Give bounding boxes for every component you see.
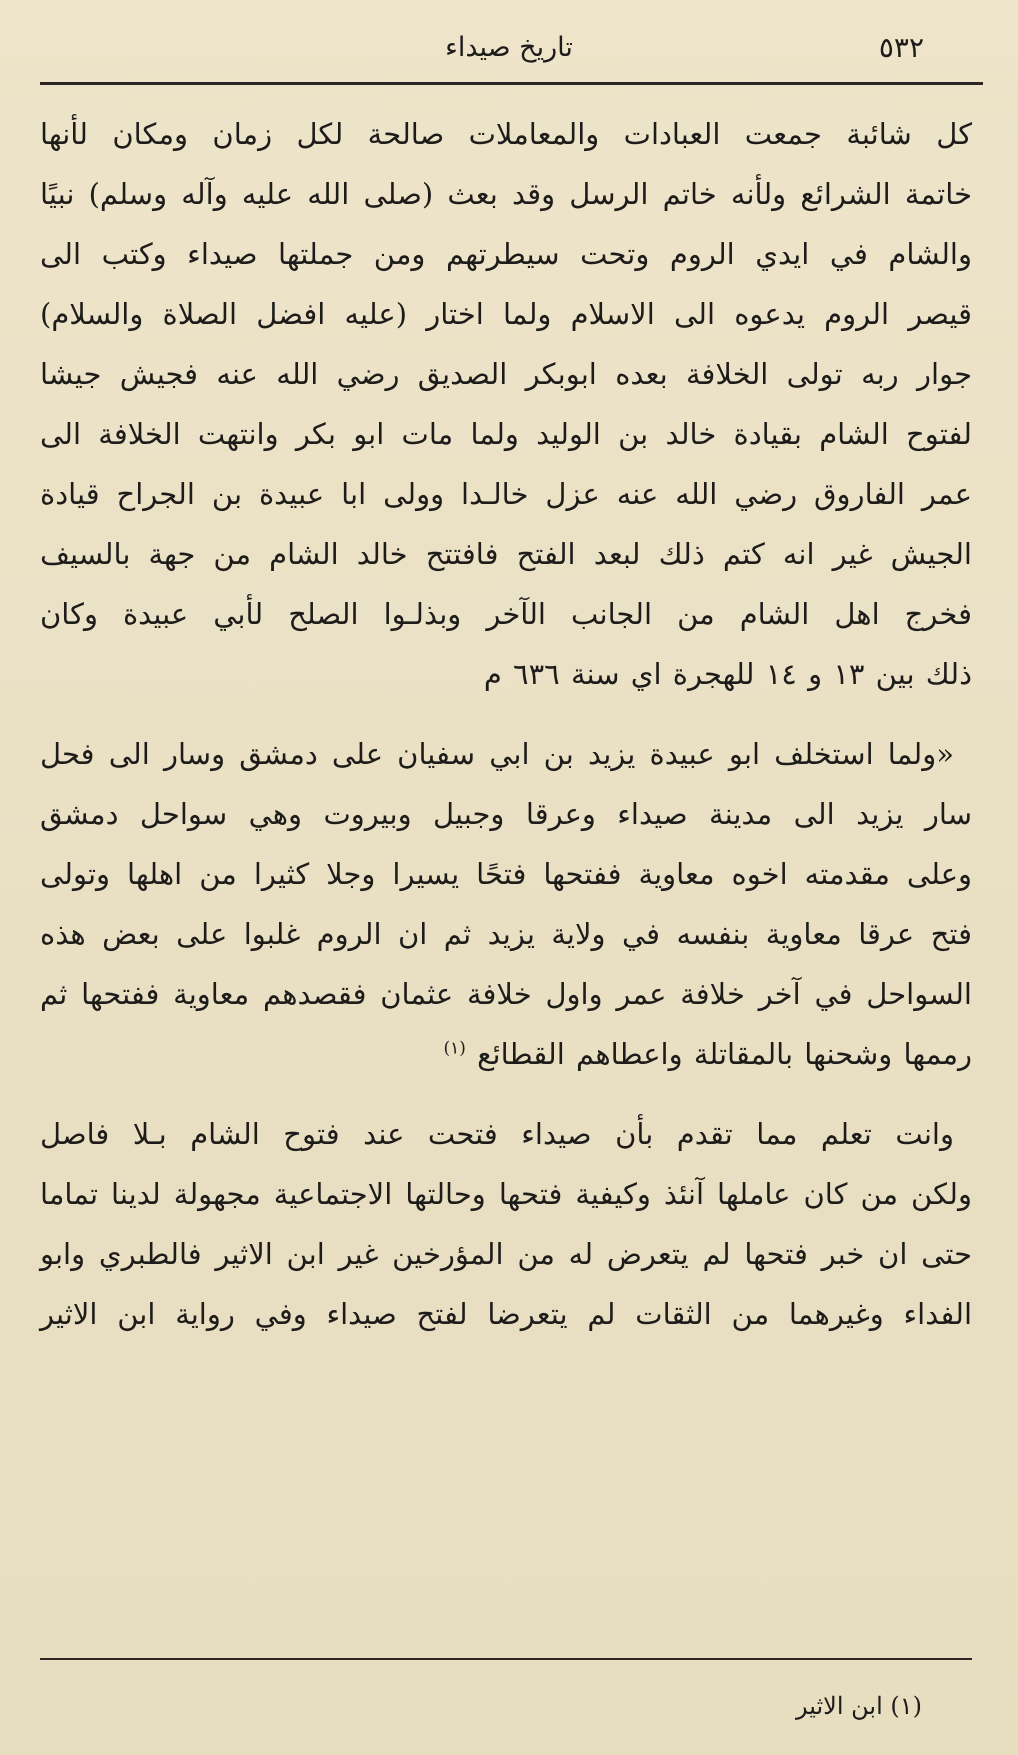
text-line: سار يزيد الى مدينة صيداء وعرقا وجبيل وبيروت وهي سواحل دمشق [40, 797, 972, 831]
text-line: حتى ان خبر فتحها لم يتعرض له من المؤرخين غير ابن الاثير فالطبري وابو [40, 1237, 972, 1271]
page-number: ٥٣٢ [878, 31, 924, 64]
footnote: (١) ابن الاثير [795, 1692, 922, 1720]
text-line: الفداء وغيرهما من الثقات لم يتعرضا لفتح صيداء وفي رواية ابن الاثير [40, 1297, 972, 1331]
text-line: «ولما استخلف ابو عبيدة يزيد بن ابي سفيان على دمشق وسار الى فحل [40, 737, 954, 771]
book-title: تاريخ صيداء [445, 32, 573, 63]
header-rule [40, 82, 983, 85]
text-line: الجيش غير انه كتم ذلك لبعد الفتح فافتتح خالد الشام من جهة بالسيف [40, 537, 972, 571]
text-line: فخرج اهل الشام من الجانب الآخر وبذلـوا الصلح لأبي عبيدة وكان [40, 597, 972, 631]
text-line: وعلى مقدمته اخوه معاوية ففتحها فتحًا يسيرا وجلا كثيرا من اهلها وتولى [40, 857, 972, 891]
footnote-rule [40, 1658, 972, 1660]
text-line: لفتوح الشام بقيادة خالد بن الوليد ولما مات ابو بكر وانتهت الخلافة الى [40, 417, 972, 451]
text-line: جوار ربه تولى الخلافة بعده ابوبكر الصديق رضي الله عنه فجيش جيشا [40, 357, 972, 391]
text-line: وانت تعلم مما تقدم بأن صيداء فتحت عند فتوح الشام بـلا فاصل [40, 1117, 954, 1151]
footnote-reference: (١) [443, 1038, 466, 1059]
running-head [34, 28, 984, 68]
paragraph-gap [40, 704, 972, 724]
text-line: عمر الفاروق رضي الله عنه عزل خالـدا وولى ابا عبيدة بن الجراح قيادة [40, 477, 972, 511]
text-line: فتح عرقا معاوية بنفسه في ولاية يزيد ثم ان الروم غلبوا على بعض هذه [40, 917, 972, 951]
text-line: قيصر الروم يدعوه الى الاسلام ولما اختار (عليه افضل الصلاة والسلام) [40, 297, 972, 331]
text-line-with-footnote [40, 1024, 972, 1084]
text-line: كل شائبة جمعت العبادات والمعاملات صالحة لكل زمان ومكان لأنها [40, 117, 972, 151]
text-line-content: رممها وشحنها بالمقاتلة واعطاهم القطائع [477, 1037, 972, 1071]
text-line: السواحل في آخر خلافة عمر واول خلافة عثمان فقصدهم معاوية ففتحها ثم [40, 977, 972, 1011]
text-line: ولكن من كان عاملها آنئذ وكيفية فتحها وحالتها الاجتماعية مجهولة لدينا تماما [40, 1177, 972, 1211]
text-line: والشام في ايدي الروم وتحت سيطرتهم ومن جملتها صيداء وكتب الى [40, 237, 972, 271]
body-text [40, 104, 972, 1344]
text-line: ذلك بين ١٣ و ١٤ للهجرة اي سنة ٦٣٦ م [483, 657, 972, 691]
paragraph-gap [40, 1084, 972, 1104]
text-line: خاتمة الشرائع ولأنه خاتم الرسل وقد بعث (صلى الله عليه وآله وسلم) نبيًا [40, 177, 972, 211]
